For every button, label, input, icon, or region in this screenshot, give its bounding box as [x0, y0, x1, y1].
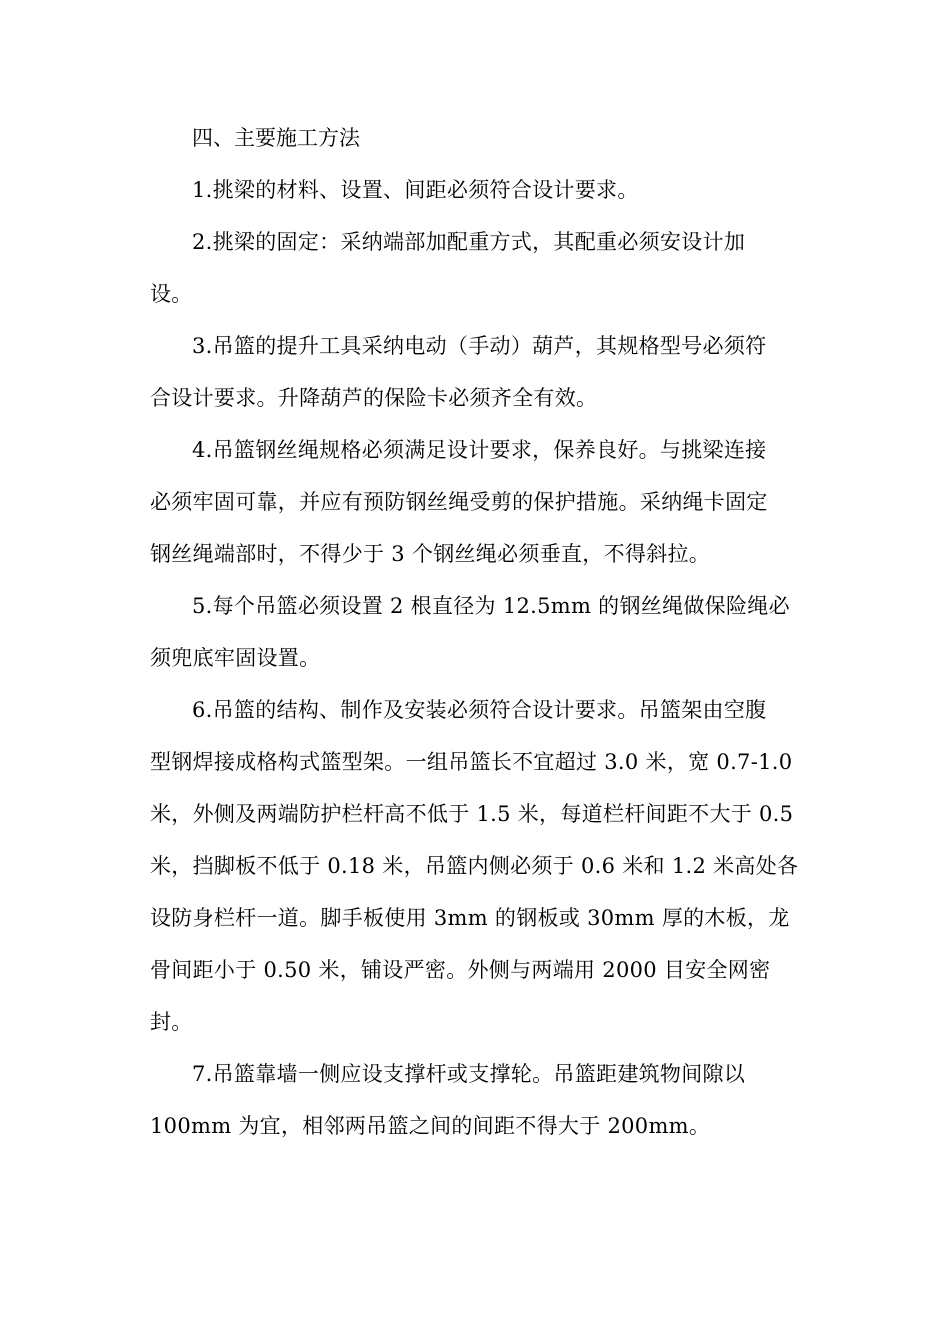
paragraph-6	[150, 684, 800, 1048]
paragraph-line: 100mm 为宜，相邻两吊篮之间的间距不得大于 200mm。	[150, 1114, 711, 1138]
paragraph-line: 封。	[150, 1010, 193, 1034]
document-body	[150, 112, 800, 1152]
paragraph-line: 1.挑梁的材料、设置、间距必须符合设计要求。	[192, 178, 639, 202]
paragraph-line: 必须牢固可靠，并应有预防钢丝绳受剪的保护措施。采纳绳卡固定	[150, 490, 768, 514]
paragraph-line: 2.挑梁的固定：采纳端部加配重方式，其配重必须安设计加	[192, 230, 746, 254]
paragraph-line: 5.每个吊篮必须设置 2 根直径为 12.5mm 的钢丝绳做保险绳必	[192, 594, 790, 618]
paragraph-line: 设。	[150, 282, 193, 306]
paragraph-2	[150, 216, 800, 320]
paragraph-line: 3.吊篮的提升工具采纳电动（手动）葫芦，其规格型号必须符	[192, 334, 767, 358]
paragraph-line: 设防身栏杆一道。脚手板使用 3mm 的钢板或 30mm 厚的木板，龙	[150, 906, 790, 930]
paragraph-line: 米，挡脚板不低于 0.18 米，吊篮内侧必须于 0.6 米和 1.2 米高处各	[150, 854, 799, 878]
paragraph-1	[150, 164, 800, 216]
paragraph-3	[150, 320, 800, 424]
paragraph-line: 6.吊篮的结构、制作及安装必须符合设计要求。吊篮架由空腹	[192, 698, 767, 722]
paragraph-7	[150, 1048, 800, 1152]
paragraph-line: 合设计要求。升降葫芦的保险卡必须齐全有效。	[150, 386, 598, 410]
paragraph-line: 7.吊篮靠墙一侧应设支撑杆或支撑轮。吊篮距建筑物间隙以	[192, 1062, 746, 1086]
paragraph-line: 4.吊篮钢丝绳规格必须满足设计要求，保养良好。与挑梁连接	[192, 438, 767, 462]
paragraph-4	[150, 424, 800, 580]
paragraph-line: 须兜底牢固设置。	[150, 646, 321, 670]
paragraph-line: 骨间距小于 0.50 米，铺设严密。外侧与两端用 2000 目安全网密	[150, 958, 771, 982]
paragraph-5	[150, 580, 800, 684]
paragraph-line: 米，外侧及两端防护栏杆高不低于 1.5 米，每道栏杆间距不大于 0.5	[150, 802, 794, 826]
section-heading: 四、主要施工方法	[192, 126, 360, 150]
paragraph-line: 钢丝绳端部时，不得少于 3 个钢丝绳必须垂直，不得斜拉。	[150, 542, 711, 566]
paragraph-line: 型钢焊接成格构式篮型架。一组吊篮长不宜超过 3.0 米，宽 0.7-1.0	[150, 750, 793, 774]
